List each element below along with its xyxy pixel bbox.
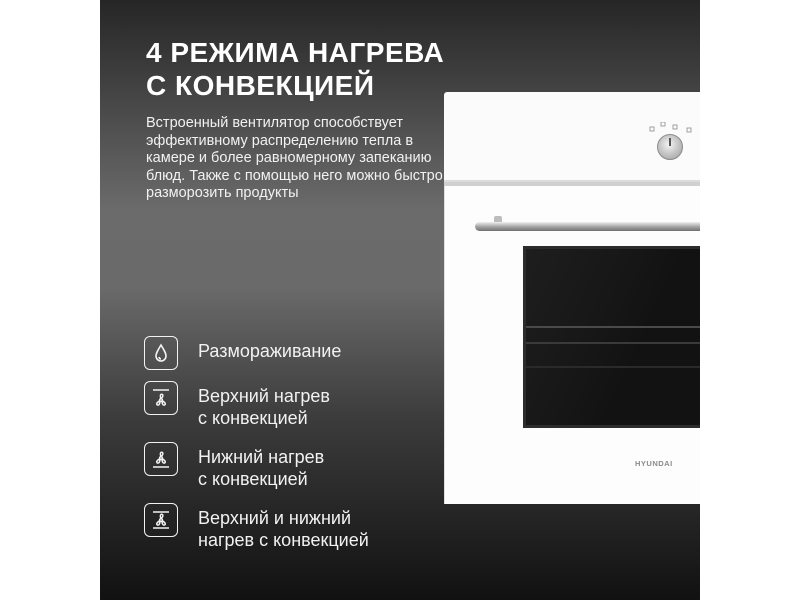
feature-label: Верхний нагрев с конвекцией xyxy=(198,386,330,428)
feature-bottom-heat-convection xyxy=(144,442,324,490)
promo-panel xyxy=(100,0,700,600)
fan-bottom-heat-icon xyxy=(144,442,178,476)
door-seam xyxy=(444,182,700,186)
headline-line-2: С КОНВЕКЦИЕЙ xyxy=(146,70,375,101)
feature-label: Нижний нагрев с конвекцией xyxy=(198,447,325,489)
fan-top-heat-icon xyxy=(144,381,178,415)
door-handle xyxy=(475,222,700,231)
feature-defrost xyxy=(144,336,341,370)
feature-top-bottom-heat-convection xyxy=(144,503,369,551)
oven-rack xyxy=(526,326,700,344)
feature-top-heat-convection xyxy=(144,381,330,429)
droplet-icon xyxy=(144,336,178,370)
brand-logo: HYUNDAI xyxy=(635,459,673,468)
fan-top-bottom-heat-icon xyxy=(144,503,178,537)
headline-line-1: 4 РЕЖИМА НАГРЕВА xyxy=(146,37,445,68)
headline xyxy=(146,36,466,102)
feature-label: Верхний и нижний нагрев с конвекцией xyxy=(198,508,369,550)
description: Встроенный вентилятор способствует эффективному распределению тепла в камере и более равномерному запеканию блюд. Также с помощью него можно быстро разморозить продукты xyxy=(146,115,443,201)
mode-selector-knob xyxy=(657,134,683,160)
feature-label: Размораживание xyxy=(198,341,342,361)
oven-rack-guide xyxy=(526,366,700,368)
oven-control-panel xyxy=(444,92,700,182)
